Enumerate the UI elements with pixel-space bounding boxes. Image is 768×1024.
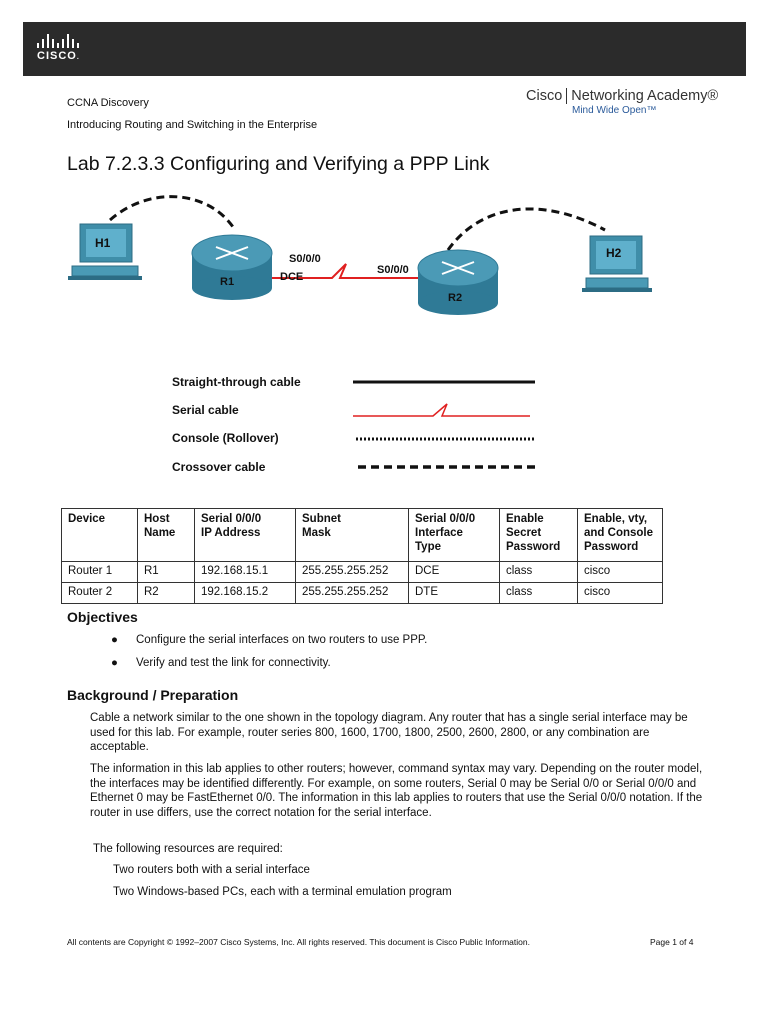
- label-r2: R2: [448, 292, 463, 304]
- cell-device: Router 1: [62, 562, 138, 583]
- cell-subnet-mask: 255.255.255.252: [296, 583, 409, 604]
- footer-page-number: Page 1 of 4: [650, 937, 694, 947]
- page-title: Lab 7.2.3.3 Configuring and Verifying a PPP Link: [67, 153, 490, 175]
- r2-interface-label: S0/0/0: [377, 264, 409, 276]
- col-ip-address: Serial 0/0/0 IP Address: [195, 509, 296, 562]
- background-paragraph-1: Cable a network similar to the one shown in the topology diagram. Any router that has a single serial interface may be used for this lab. For example, router series 800, 1600, 1700, 1800, 2500, 2600, 2800, or any combination are acceptable.: [90, 712, 688, 753]
- footer-copyright: All contents are Copyright © 1992–2007 Cisco Systems, Inc. All rights reserved. This document is Cisco Public Information.: [67, 937, 530, 947]
- academy-cisco: Cisco: [526, 88, 567, 104]
- col-subnet-mask: Subnet Mask: [296, 509, 409, 562]
- cell-device: Router 2: [62, 583, 138, 604]
- col-host-name: Host Name: [138, 509, 195, 562]
- bullet-icon: ●: [111, 657, 118, 669]
- device-address-table: [61, 508, 663, 604]
- cell-console-password: cisco: [578, 562, 663, 583]
- resource-item: Two routers both with a serial interface: [113, 864, 310, 876]
- col-interface-type: Serial 0/0/0 Interface Type: [409, 509, 500, 562]
- cell-enable-secret: class: [500, 562, 578, 583]
- resources-intro: The following resources are required:: [93, 843, 283, 855]
- legend-serial-label: Serial cable: [172, 403, 239, 417]
- academy-name: Networking Academy®: [571, 88, 719, 104]
- cell-interface-type: DTE: [409, 583, 500, 604]
- table-row: [62, 583, 663, 604]
- background-heading: Background / Preparation: [67, 687, 239, 703]
- cell-host-name: R1: [138, 562, 195, 583]
- col-device: Device: [62, 509, 138, 562]
- label-r1: R1: [220, 276, 235, 288]
- router-r1-icon: [192, 235, 272, 300]
- table-header-row: [62, 509, 663, 562]
- cisco-logo-bars: [37, 34, 97, 48]
- cell-subnet-mask: 255.255.255.252: [296, 562, 409, 583]
- legend-console-label: Console (Rollover): [172, 431, 279, 445]
- legend-crossover-label: Crossover cable: [172, 460, 266, 474]
- legend-straight-through-label: Straight-through cable: [172, 375, 301, 389]
- topology-diagram: [60, 190, 660, 320]
- col-console-password: Enable, vty, and Console Password: [578, 509, 663, 562]
- table-row: [62, 562, 663, 583]
- background-paragraph-2: The information in this lab applies to other routers; however, command syntax may vary. Depending on the router model, the interfaces may be identified differently. For example, on some routers, Serial 0 may be Serial 0/0 or Serial 0/0/0 and Ethernet 0 may be FastEthernet 0/0. The information in this lab applies to routers that use the Serial 0/0/0 notation. If the router in use differs, use the correct notation for the serial interface.: [90, 763, 703, 819]
- objectives-heading: Objectives: [67, 609, 138, 625]
- cable-legend: [170, 370, 550, 480]
- legend-lines: [170, 370, 550, 480]
- cell-enable-secret: class: [500, 583, 578, 604]
- col-enable-secret: Enable Secret Password: [500, 509, 578, 562]
- cell-console-password: cisco: [578, 583, 663, 604]
- crossover-link-r2-h2: [448, 209, 605, 250]
- pc-h1-icon: [68, 224, 142, 280]
- academy-tagline: Mind Wide Open™: [572, 105, 657, 116]
- cisco-logo: [37, 34, 97, 66]
- networking-academy-logo: [526, 88, 742, 116]
- course-name: CCNA Discovery: [67, 97, 149, 109]
- r1-interface-label: S0/0/0: [289, 253, 321, 265]
- label-h2: H2: [606, 246, 622, 260]
- cisco-wordmark: CISCO.: [37, 50, 80, 62]
- resource-item: Two Windows-based PCs, each with a terminal emulation program: [113, 886, 452, 898]
- cell-ip-address: 192.168.15.2: [195, 583, 296, 604]
- course-subtitle: Introducing Routing and Switching in the Enterprise: [67, 119, 318, 131]
- cell-host-name: R2: [138, 583, 195, 604]
- cell-ip-address: 192.168.15.1: [195, 562, 296, 583]
- cell-interface-type: DCE: [409, 562, 500, 583]
- router-r2-icon: [418, 250, 498, 315]
- label-h1: H1: [95, 236, 111, 250]
- top-banner: [23, 22, 746, 76]
- pc-h2-icon: [582, 236, 652, 292]
- r1-dce-label: DCE: [280, 271, 304, 283]
- bullet-icon: ●: [111, 634, 118, 646]
- legend-serial-line: [353, 404, 530, 416]
